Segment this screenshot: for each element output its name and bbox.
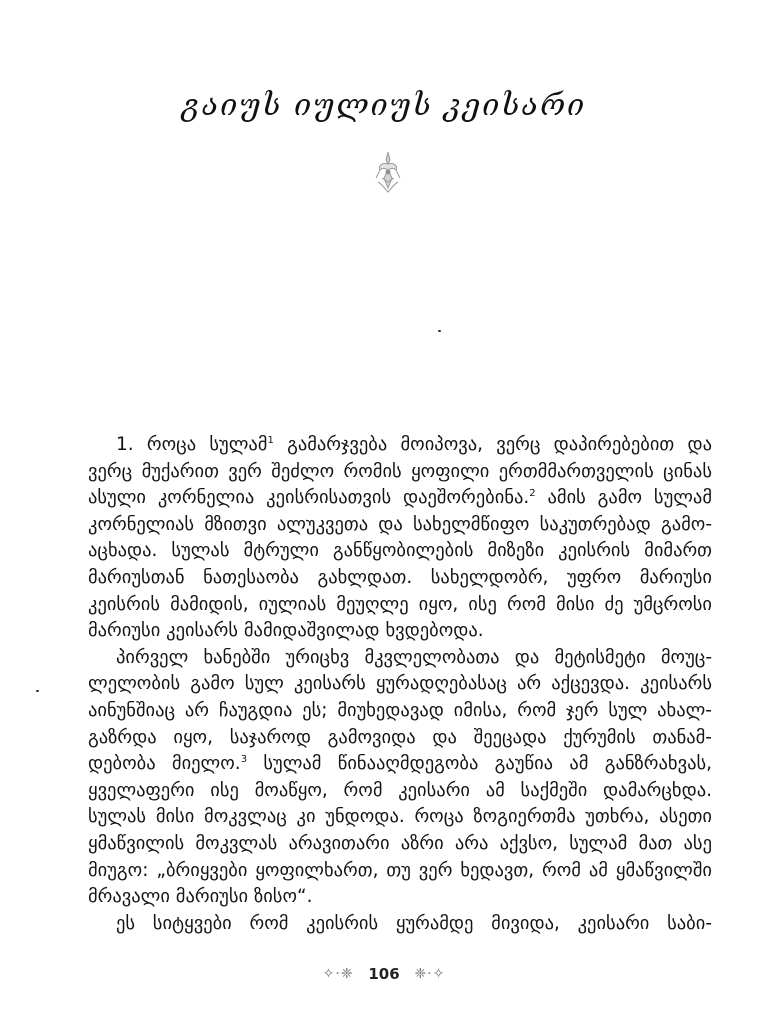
text-line: ეს სიტყვები რომ კეისრის ყურამდე მივიდა, კეისარი საბი- (116, 912, 712, 934)
ornament-icon (368, 148, 408, 196)
page-footer (0, 964, 768, 983)
body-text (88, 432, 712, 937)
text-line: აინუნშიაც არ ჩაუგდია ეს; მიუხედავად იმისა, რომ ჯერ სულ ახალ- (88, 699, 712, 721)
text-line: კეისრის მამიდის, იულიას მეუღლე იყო, ისე რომ მისი ძე უმცროსი (88, 593, 712, 615)
text-line: 1. როცა სულამ$^1$ გამარჯვება მოიპოვა, ვერც დაპირებებით და (116, 434, 712, 455)
print-speck (438, 330, 441, 332)
footer-ornament-left-icon: ✧·❈ (322, 965, 354, 982)
text-line: კორნელიას მზითვი ალუკვეთა და სახელმწიფო საკუთრებად გამო- (88, 513, 712, 535)
paragraph (88, 911, 712, 938)
text-line: ვერც მუქარით ვერ შეძლო რომის ყოფილი ერთმმართველის ცინას (88, 460, 712, 482)
paragraph (88, 645, 712, 911)
page-number: 106 (368, 964, 400, 983)
text-line: აცხადა. სულას მტრული განწყობილების მიზეზი კეისრის მიმართ (88, 540, 712, 562)
text-line: მარიუსი კეისარს მამიდაშვილად ხვდებოდა. (88, 620, 484, 642)
footer-ornament-right-icon: ❈·✧ (414, 965, 446, 982)
text-line: პირველ ხანებში ურიცხვ მკვლელობათა და მეტისმეტი მოუც- (116, 646, 712, 668)
text-line: ასული კორნელია კეისრისათვის დაეშორებინა.$^2$ ამის გამო სულამ (88, 487, 712, 509)
print-speck (36, 690, 39, 692)
text-line: მიუგო: „ბრიყვები ყოფილხართ, თუ ვერ ხედავთ, რომ ამ ყმაწვილში (88, 859, 712, 881)
text-line: დებობა მიელო.$^3$ სულამ წინააღმდეგობა გაუწია ამ განზრახვას, (88, 753, 712, 775)
text-line: გაზრდა იყო, საჯაროდ გამოვიდა და შეეცადა ქურუმის თანამ- (88, 726, 712, 748)
text-line: ყმაწვილის მოკვლას არავითარი აზრი არა აქვსო, სულამ მათ ასე (88, 832, 712, 854)
page-title: გაიუს იულიუს კეისარი (181, 88, 587, 123)
paragraph (88, 432, 712, 645)
text-line: სულას მისი მოკვლაც კი უნდოდა. როცა ზოგიერთმა უთხრა, ასეთი (88, 806, 712, 828)
text-line: ლელობის გამო სულ კეისარს ყურადღებასაც არ აქცევდა. კეისარს (88, 673, 712, 695)
text-line: ყველაფერი ისე მოაწყო, რომ კეისარი ამ საქმეში დამარცხდა. (88, 779, 712, 801)
text-line: მრავალი მარიუსი ზისო“. (88, 886, 313, 908)
text-line: მარიუსთან ნათესაობა გახლდათ. სახელდობრ, უფრო მარიუსი (88, 566, 712, 588)
